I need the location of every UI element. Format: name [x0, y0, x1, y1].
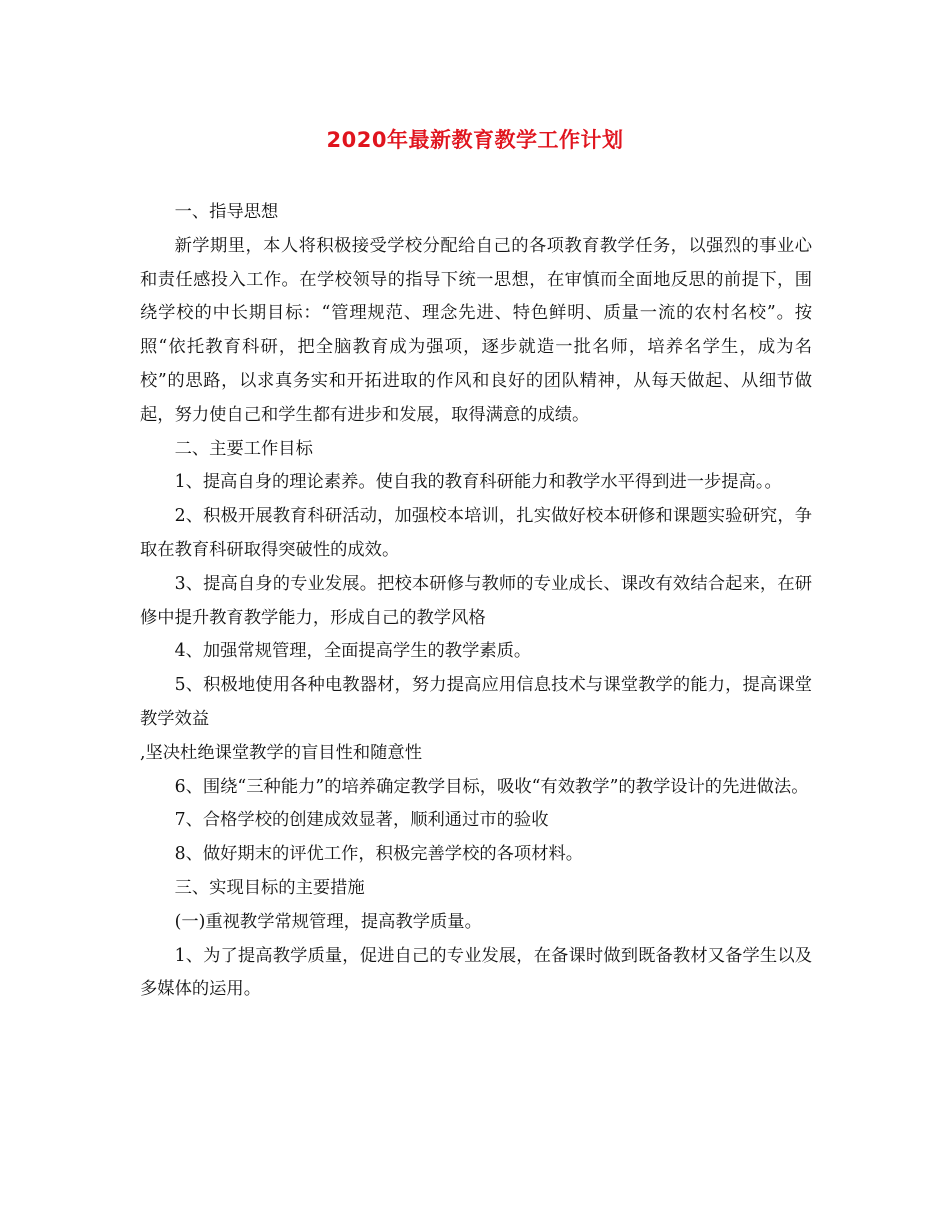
goal-item-7: 7、合格学校的创建成效显著，顺利通过市的验收: [174, 810, 549, 831]
goal-item-1: 1、提高自身的理论素养。使自我的教育科研能力和教学水平得到进一步提高。。: [174, 472, 782, 493]
goal-item-4: 4、加强常规管理，全面提高学生的教学素质。: [174, 641, 532, 662]
goal-item-5-continuation: ,坚决杜绝课堂教学的盲目性和随意性: [140, 742, 422, 763]
heading-main-goals: 二、主要工作目标: [174, 438, 313, 459]
goal-item-8: 8、做好期末的评优工作，积极完善学校的各项材料。: [174, 844, 584, 865]
goal-item-3: 3、提高自身的专业发展。把校本研修与教师的专业成长、课改有效结合起来，在研修中提升教育教学能力，形成自己的教学风格: [140, 573, 812, 628]
document-body: [140, 196, 812, 1007]
heading-guiding-ideology: 一、指导思想: [174, 202, 279, 222]
heading-main-measures: 三、实现目标的主要措施: [174, 877, 365, 898]
document-title: 2020年最新教育教学工作计划: [326, 128, 624, 152]
goal-item-5: 5、积极地使用各种电教器材，努力提高应用信息技术与课堂教学的能力，提高课堂教学效益: [140, 675, 812, 729]
paragraph-guiding-ideology: 新学期里，本人将积极接受学校分配给自己的各项教育教学任务，以强烈的事业心和责任感投入工作。在学校领导的指导下统一思想，在审慎而全面地反思的前提下，围绕学校的中长期目标：“管理规范、理念先进、特色鲜明、质量一流的农村名校”。按照“依托教育科研，把全脑教育成为强项，逐步就造一批名师，培养名学生，成为名校”的思路，以求真务实和开拓进取的作风和良好的团队精神，从每天做起、从细节做起，努力使自己和学生都有进步和发展，取得满意的成绩。: [140, 235, 812, 425]
measure-item-1: 1、为了提高教学质量，促进自己的专业发展，在备课时做到既备教材又备学生以及多媒体的运用。: [140, 945, 812, 1000]
measure-subheading-1: (一)重视教学常规管理，提高教学质量。: [174, 911, 482, 932]
goal-item-6: 6、围绕“三种能力”的培养确定教学目标，吸收“有效教学”的教学设计的先进做法。: [174, 776, 809, 797]
goal-item-2: 2、积极开展教育科研活动，加强校本培训，扎实做好校本研修和课题实验研究，争取在教育科研取得突破性的成效。: [140, 506, 812, 560]
